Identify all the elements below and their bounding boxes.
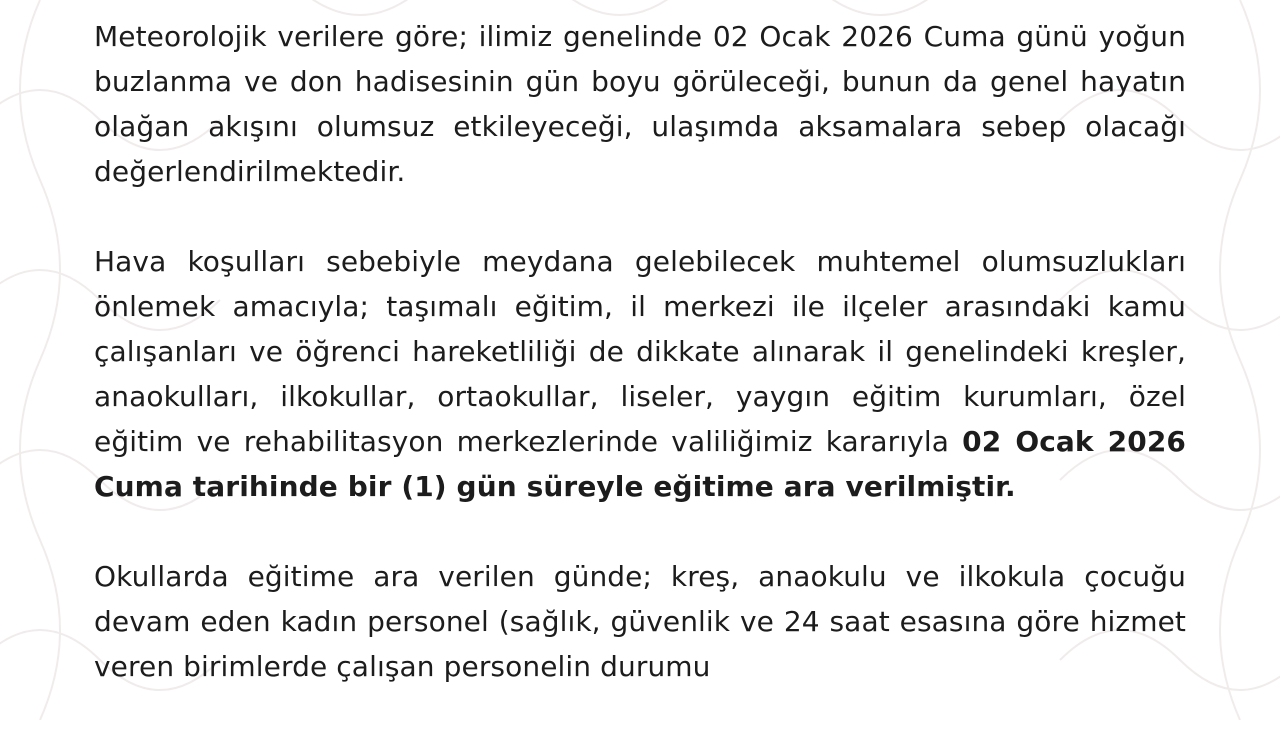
paragraph-weather-assessment bbox=[94, 14, 1186, 194]
paragraph-text: Hava koşulları sebebiyle meydana gelebilecek muhtemel olumsuzlukları önlemek amacıyla; taşımalı eğitim, il merkezi ile ilçeler arasındaki kamu çalışanları ve öğrenci hareketliliği de dikkate alınarak il genelindeki kreşler, anaokulları, ilkokullar, ortaokullar, liseler, yaygın eğitim kurumları, özel eğitim ve rehabilitasyon merkezlerinde valiliğimiz kararıyla bbox=[94, 245, 1186, 458]
paragraph-personnel-leave bbox=[94, 554, 1186, 689]
paragraph-text: Okullarda eğitime ara verilen günde; kreş, anaokulu ve ilkokula çocuğu devam eden kadın personel (sağlık, güvenlik ve 24 saat esasına göre hizmet veren birimlerde çalışan personelin durumu bbox=[94, 560, 1186, 683]
paragraph-text: Meteorolojik verilere göre; ilimiz genelinde 02 Ocak 2026 Cuma günü yoğun buzlanma ve don hadisesinin gün boyu görüleceği, bunun da genel hayatın olağan akışını olumsuz etkileyeceği, ulaşımda aksamalara sebep olacağı değerlendirilmektedir. bbox=[94, 20, 1186, 188]
paragraph-school-closure bbox=[94, 239, 1186, 509]
closure-decision-bold: 02 Ocak 2026 Cuma tarihinde bir (1) gün süreyle eğitime ara verilmiştir. bbox=[94, 425, 1186, 503]
document-body bbox=[94, 14, 1186, 734]
